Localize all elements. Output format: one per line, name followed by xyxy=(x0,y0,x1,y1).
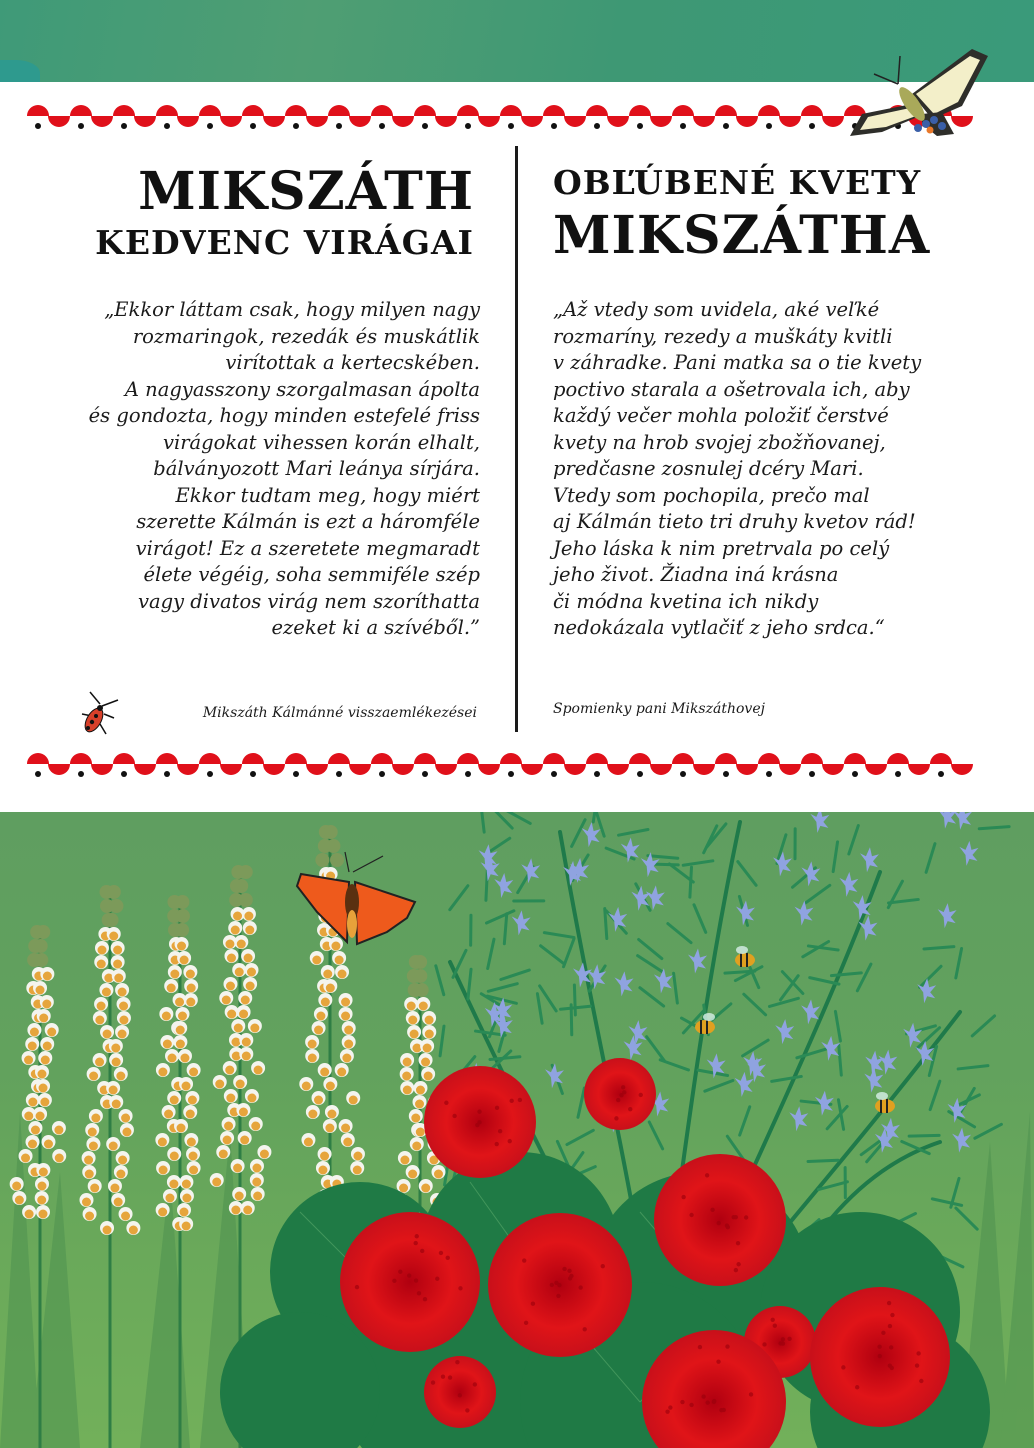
quote-line: aj Kálmán tieto tri druhy kvetov rád! xyxy=(553,510,916,533)
quote-line: A nagyasszony szorgalmasan ápolta xyxy=(124,377,480,401)
quote-line: virítottak a kertecskében. xyxy=(225,351,480,374)
garden-scene xyxy=(0,812,1034,1448)
attribution-sk: Spomienky pani Mikszáthovej xyxy=(553,701,765,717)
quote-line: és gondozta, hogy minden estefelé friss xyxy=(88,404,480,427)
swallowtail-butterfly-icon xyxy=(842,44,992,144)
title-hu-line2: KEDVENC VIRÁGAI xyxy=(95,223,474,262)
title-sk-line1: OBĽÚBENÉ KVETY xyxy=(553,163,922,202)
decorative-wave-border-bottom xyxy=(27,752,1007,782)
title-hu-line1: MIKSZÁTH xyxy=(138,161,474,222)
quote-line: či módna kvetina ich nikdy xyxy=(553,589,819,613)
quote-line: Vtedy som pochopila, prečo mal xyxy=(553,483,870,507)
quote-line: kvety na hrob svojej zbožňovanej, xyxy=(553,430,886,454)
quote-line: ezeket ki a szívéből.” xyxy=(271,616,480,639)
quote-line: Ekkor tudtam meg, hogy miért xyxy=(175,483,480,507)
quote-line: poctivo starala a ošetrovala ich, aby xyxy=(553,377,910,401)
quote-line: rozmaríny, rezedy a muškáty kvitli xyxy=(553,324,893,348)
quote-line: rozmaringok, rezedák és muskátlik xyxy=(132,324,480,348)
quote-sk xyxy=(553,297,921,642)
quote-line: élete végéig, soha semmiféle szép xyxy=(143,563,480,586)
teal-swoosh xyxy=(0,60,40,82)
orange-butterfly-icon xyxy=(297,852,415,944)
quote-line: v záhradke. Pani matka sa o tie kvety xyxy=(553,351,922,374)
quote-hu xyxy=(89,297,480,642)
title-sk-line2: MIKSZÁTHA xyxy=(553,205,931,266)
garden-illustration xyxy=(0,812,1034,1448)
quote-line: Jeho láska k nim pretrvala po celý xyxy=(553,536,890,560)
quote-line: nedokázala vytlačiť z jeho srdca.“ xyxy=(553,616,885,639)
quote-line: virágot! Ez a szeretete megmaradt xyxy=(135,536,480,560)
quote-line: bálványozott Mari leánya sírjára. xyxy=(153,457,480,480)
quote-line: vagy divatos virág nem szoríthatta xyxy=(137,589,480,613)
quote-line: každý večer mohla položiť čerstvé xyxy=(553,404,889,427)
quote-line: szerette Kálmán is ezt a háromféle xyxy=(136,510,480,533)
quote-line: „Až vtedy som uvidela, aké veľké xyxy=(553,298,880,321)
bee-icon xyxy=(735,946,755,967)
rosemary-flowers xyxy=(466,812,978,1153)
firebug-icon xyxy=(74,688,124,738)
quote-line: jeho život. Žiadna iná krásna xyxy=(553,563,839,586)
attribution-hu: Mikszáth Kálmánné visszaemlékezései xyxy=(202,705,477,721)
column-divider xyxy=(515,146,518,732)
quote-line: virágokat vihessen korán elhalt, xyxy=(162,430,480,454)
quote-line: „Ekkor láttam csak, hogy milyen nagy xyxy=(104,298,480,321)
quote-line: predčasne zosnulej dcéry Mari. xyxy=(553,457,864,480)
